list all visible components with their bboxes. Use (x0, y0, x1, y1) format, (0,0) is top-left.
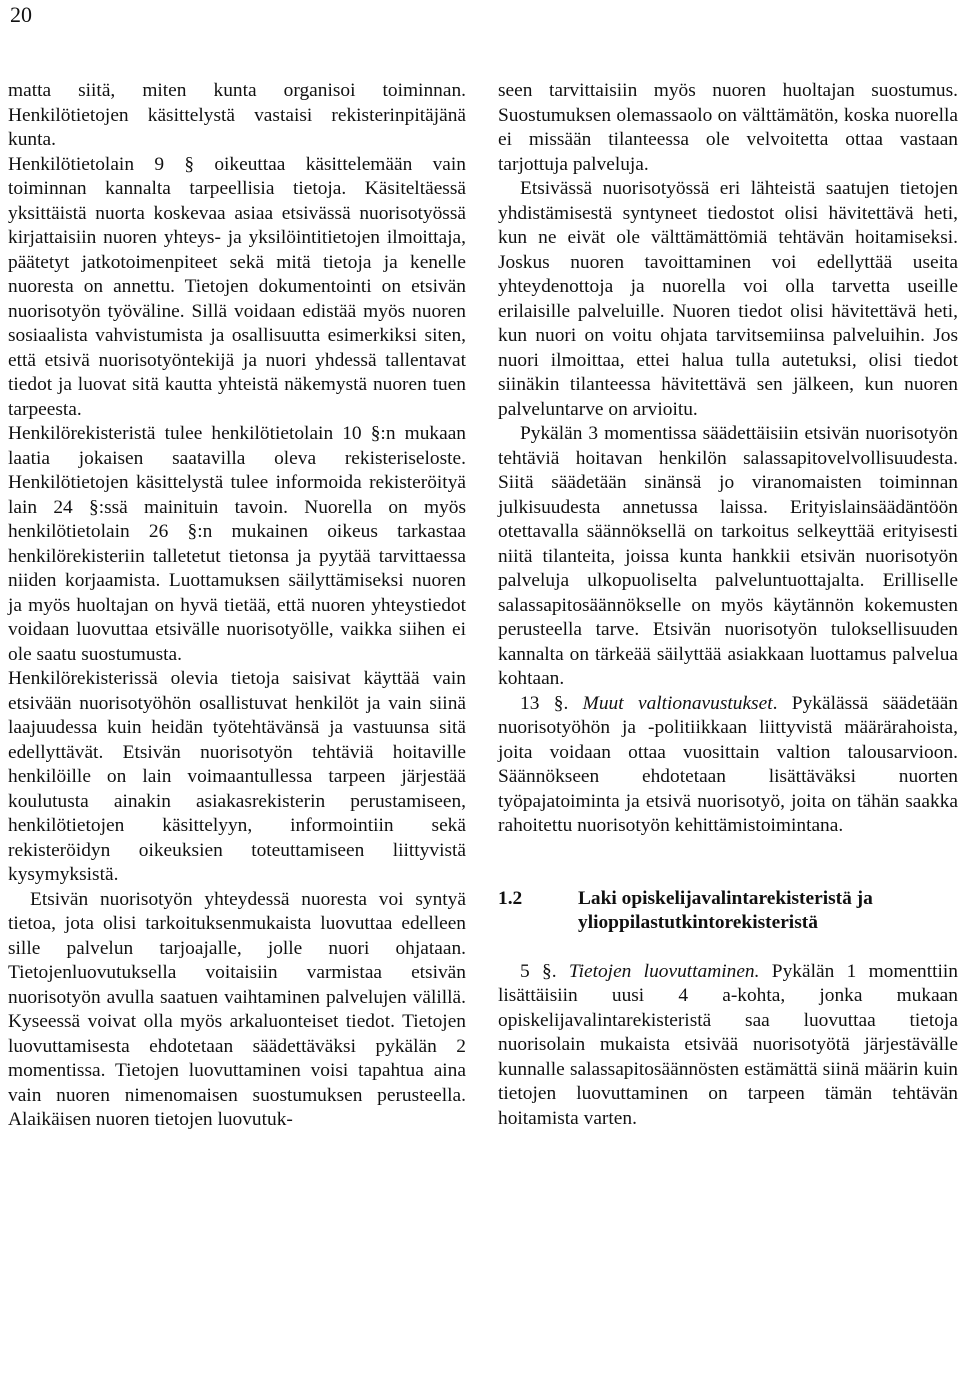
paragraph: Etsivässä nuorisotyössä eri lähteistä saatujen tietojen yhdistämisestä syntyneet tiedostot olisi hävitettävä heti, kun ne eivät ole välttämättömiä tehtävän hoitamiseksi. Joskus nuoren tavoittaminen voi edellyttää useita yhteydenottoja ja nuorella voi olla tarvetta useille erilaisille palveluille. Nuoren tiedot olisi hävitettävä heti, kun nuori on voitu ohjata tarvitsemiinsa palveluihin. Jos nuori ilmoittaa, ettei halua tulla autetuksi, olisi tiedot siinäkin tilanteessa hävitettävä sen jälkeen, kun nuoren palveluntarve on arvioitu. (498, 178, 958, 420)
paragraph: Henkilörekisterissä olevia tietoja saisivat käyttää vain etsivään nuorisotyöhön osallistuvat henkilöt ja vain siinä laajuudessa kuin heidän työtehtävänsä ja vastuunsa sitä edellyttävät. Etsivän nuorisotyön tehtäviä hoitaville henkilöille on lain voimaantullessa tarpeen järjestää koulutusta ainakin asiakasrekisterin perustamiseen, henkilötietojen käsittelyyn, informointiin sekä rekisteröidyn oikeuksien toteuttamiseen liittyvistä kysymyksistä. (8, 668, 466, 885)
page-number: 20 (10, 2, 32, 27)
section-number: 13 §. (520, 692, 569, 714)
left-column (8, 79, 466, 1133)
paragraph: Pykälän 3 momentissa säädettäisiin etsivän nuorisotyön tehtäviä hoitavan henkilön salassapitovelvollisuudesta. Siitä säädetään sinänsä jo viranomaisten toiminnan julkisuudesta annetussa laissa. Erityislainsäädäntöön otettavalla säännöksellä on tarkoitus selkeyttää erityisesti niitä tilanteita, joissa kunta hankkii etsivän nuorisotyön palveluja ulkopuoliselta palveluntuottajalta. Erilliselle salassapitosäännökselle on myös käytännön kokemusten perusteella tarve. Etsivän nuorisotyön tuloksellisuuden kannalta on tärkeää säilyttää asiakkaan luottamus palvelua kohtaan. (498, 423, 958, 689)
section-body: . Pykälässä säädetään nuorisotyöhön ja -politiikkaan liittyvistä määrärahoista, joita voidaan ottaa vuosittain valtion talousarvioon. Säännökseen ehdotetaan lisättäväksi nuorten työpajatoiminta ja etsivä nuorisotyö, joita on tähän saakka rahoitettu nuorisotyön kehittämistoimintana. (498, 692, 958, 836)
paragraph: Henkilörekisteristä tulee henkilötietolain 10 §:n mukaan laatia jokaisen saatavilla oleva rekisteriseloste. Henkilötietojen käsittelystä tulee informoida rekisteröityä lain 24 §:ssä mainituin tavoin. Nuorella on myös henkilötietolain 26 §:n mukainen oikeus tarkastaa henkilörekisteriin talletetut tietonsa ja pyytää tarvittaessa niiden korjaamista. Luottamuksen säilyttämiseksi nuoren ja myös huoltajan on hyvä tietää, että nuoren yhteystiedot voidaan luovuttaa etsivälle nuorisotyölle, vaikka siihen ei ole saatu suostumusta. (8, 423, 466, 665)
heading-number: 1.2 (498, 887, 523, 909)
paragraph: Henkilötietolain 9 § oikeuttaa käsittelemään vain toiminnan kannalta tarpeellisia tietoja. Käsiteltäessä yksittäistä nuorta koskevaa asiaa etsivässä nuorisotyössä kirjattaisiin nuoren yhteys- ja yksilöintitietojen ilmoittaja, päätetyt jatkotoimenpiteet sekä mitä tietoja ja kenelle nuoresta on annettu. Tietojen dokumentointi on etsivän nuorisotyön työväline. Sillä voidaan edistää myös nuoren sosiaalista vahvistumista ja osallisuutta esimerkiksi siten, että etsivä nuorisotyöntekijä ja nuori yhdessä tallentavat tiedot ja luovat sitä kautta yhteistä näkemystä nuoren tuen tarpeesta. (8, 153, 466, 420)
paragraph: seen tarvittaisiin myös nuoren huoltajan suostumus. Suostumuksen olemassaolo on välttämätön, koska nuorella ei missään tilanteessa ole velvoitetta ottaa vastaan tarjottuja palveluja. (498, 80, 958, 175)
section-13-paragraph (498, 692, 958, 839)
section-title: Muut valtionavustukset (582, 692, 773, 714)
right-column (498, 79, 958, 1131)
paragraph: matta siitä, miten kunta organisoi toiminnan. Henkilötietojen käsittelystä vastaisi rekisterinpitäjänä kunta. (8, 80, 466, 150)
section-title: Tietojen luovuttaminen. (568, 960, 760, 982)
heading-title: Laki opiskelijavalintarekisteristä ja ylioppilastutkintorekisteristä (578, 887, 873, 933)
section-heading (498, 887, 958, 936)
section-body: Pykälän 1 momenttiin lisättäisiin uusi 4 a-kohta, jonka mukaan opiskelijavalintarekisteristä saa luovuttaa tietoja nuorisolain mukaista etsivää nuorisotyötä järjestävälle kunnalle salassapitosäännösten estämättä siinä määrin kuin tietojen luovuttaminen on tarpeen tämän tehtävän hoitamista varten. (498, 960, 958, 1129)
section-5-paragraph (498, 960, 958, 1132)
section-number: 5 §. (520, 960, 557, 982)
paragraph: Etsivän nuorisotyön yhteydessä nuoresta voi syntyä tietoa, jota olisi tarkoituksenmukaista luovuttaa edelleen sille palvelun tarjoajalle, jolle nuori ohjataan. Tietojenluovutuksella voitaisiin varmistaa etsivän nuorisotyön avulla saatuen vaihtaminen palvelujen välillä. Kyseessä voivat olla myös arkaluonteiset tiedot. Tietojen luovuttamisesta ehdotetaan säädettäväksi pykälän 2 momentissa. Tietojen luovuttaminen voisi tapahtua aina vain nuoren nimenomaisen suostumuksen perusteella. Alaikäisen nuoren tietojen luovutuk- (8, 888, 466, 1130)
